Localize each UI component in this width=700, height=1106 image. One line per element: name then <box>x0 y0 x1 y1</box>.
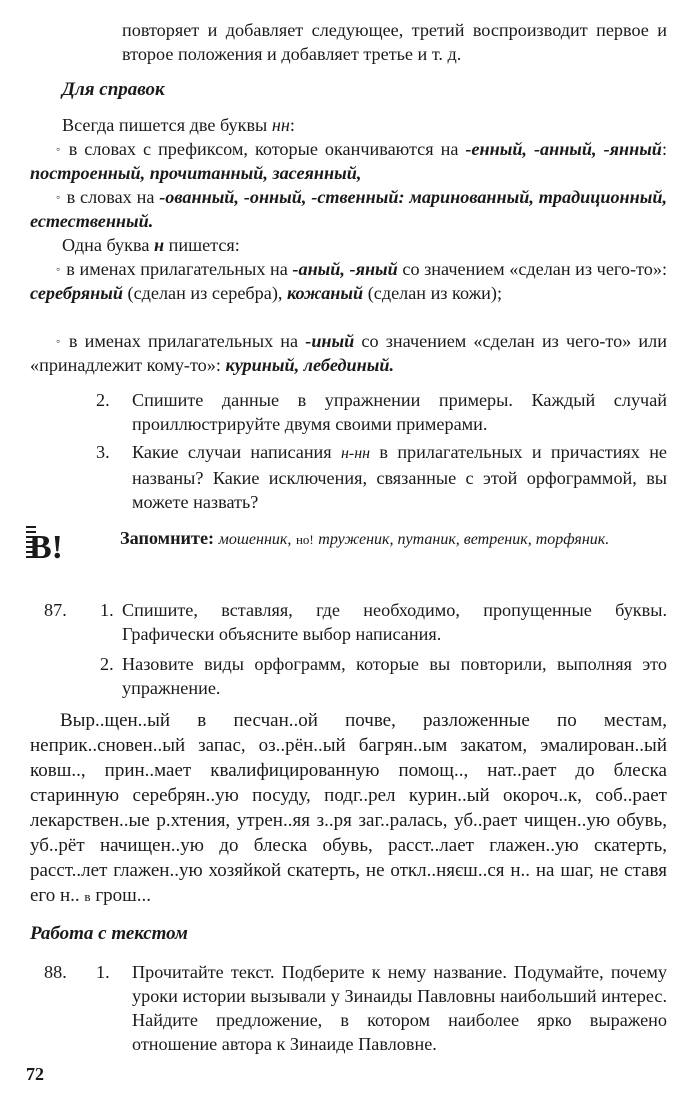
reference-bullet-4 <box>30 329 667 377</box>
one-letter-tail: пишется: <box>164 235 240 255</box>
bullet-text: в словах с префиксом, которые оканчиваются на <box>68 139 466 159</box>
bullet-icon: ◦ <box>56 190 61 204</box>
bullet-icon: ◦ <box>56 334 63 348</box>
one-letter: н <box>153 235 165 255</box>
suffix-list: -аный, -яный <box>292 259 398 279</box>
bullet-text: в именах прилагательных на <box>68 331 306 351</box>
bullet-icon: ◦ <box>56 142 63 156</box>
exercise-body-text: Выр..щен..ый в песчан..ой почве, разложенные по местам, неприк..сновен..ый запас, оз..рён..ый багрян..ым закатом, эмалирован..ый ковш.., прин..мает квалифицированную помощ.., нат..рает до блеска старинную серебрян..ую посуду, подг..рел курин..ый окороч..к, соб..рает лекарствен..ые р.хтения, утрен..яя з..ря заг..ралась, уб..рает чищен..ую обувь, уб..рёт начищен..ую до блеска обувь, расст..лает глажен..ую скатерть, расст..лет глажен..ую хозяйкой скатерть, не откл..няєш..ся н.. на шаг, не ставя его н.. <box>30 710 667 906</box>
one-letter-text: Одна буква <box>62 235 154 255</box>
reference-bullet-2 <box>30 185 667 233</box>
task-3-number: 3. <box>96 442 110 462</box>
suffix-list: -иный <box>305 331 355 351</box>
colon: : <box>661 139 667 159</box>
reference-intro <box>62 113 662 137</box>
bullet-middle: со значением «сделан из чего-то» или «принадлежит кому-то»: <box>30 331 667 375</box>
remember-label: Запомните: <box>120 528 215 548</box>
reference-bullet-1 <box>30 137 667 185</box>
task-3-text <box>132 440 667 514</box>
exercise-87-number: 87. <box>44 600 67 620</box>
remember-icon-letter: В! <box>29 529 63 564</box>
remember-but: но! <box>295 532 314 547</box>
remember-words: труженик, путаник, ветреник, торфяник. <box>318 531 610 548</box>
example-word: серебряный <box>30 283 123 303</box>
intro-text: Всегда пишется две буквы <box>62 115 272 135</box>
exercise-87-task-1: Спишите, вставляя, где необходимо, пропущенные буквы. Графически объясните выбор написания. <box>122 600 667 644</box>
remember-word: мошенник, <box>218 531 292 548</box>
exercise-87-body <box>30 708 667 909</box>
exercise-body-end: грош... <box>90 885 151 906</box>
exercise-87-task-1-number: 1. <box>100 600 114 620</box>
example-note: (сделан из серебра), <box>122 283 287 303</box>
intro-letter: нн <box>271 115 290 135</box>
task-3-post: в прилагательных и причастиях не названы? Какие исключения, связанные с этой орфограммой, вы можете назвать? <box>132 442 667 512</box>
bullet-icon: ◦ <box>56 262 61 276</box>
bullet-middle: со значением «сделан из чего-то»: <box>397 259 667 279</box>
reference-one-letter <box>62 233 662 257</box>
example-note: (сделан из кожи); <box>363 283 502 303</box>
remember-icon <box>24 522 64 564</box>
suffix-list: -енный, -анный, -янный <box>465 139 662 159</box>
example-words: куриный, лебединый. <box>225 355 395 375</box>
exercise-87-task-2: Назовите виды орфограмм, которые вы повторили, выполняя это упражнение. <box>122 654 667 698</box>
task-2-number: 2. <box>96 390 110 410</box>
remember-note <box>86 526 646 552</box>
work-with-text-heading: Работа с текстом <box>30 923 188 944</box>
exercise-body-small: в <box>84 889 91 904</box>
exercise-88-number: 88. <box>44 962 67 982</box>
example-words: маринованный, традиционный, естественный. <box>30 187 668 231</box>
intro-colon: : <box>289 115 295 135</box>
example-word: кожаный <box>286 283 364 303</box>
task-2-text: Спишите данные в упражнении примеры. Каждый случай проиллюстрируйте двумя своими примерами. <box>132 390 667 434</box>
task-3-ital: н-нн <box>340 445 371 462</box>
bullet-text: в именах прилагательных на <box>66 259 293 279</box>
reference-bullet-3 <box>30 257 667 305</box>
example-words: построенный, прочитанный, засеянный, <box>30 163 362 183</box>
exercise-88-task-1: Прочитайте текст. Подберите к нему название. Подумайте, почему уроки истории вызывали у Зинаиды Павловны наибольший интерес. Найдите предложение, в котором наиболее ярко выражено отношение автора к Зинаиде Павловне. <box>132 962 667 1054</box>
bullet-text: в словах на <box>66 187 160 207</box>
page-number: 72 <box>26 1064 44 1084</box>
exercise-87-task-2-number: 2. <box>100 654 114 674</box>
suffix-list: -ованный, -онный, -ственный: <box>159 187 405 207</box>
task-3-pre: Какие случаи написания <box>132 442 341 462</box>
top-continuation: повторяет и добавляет следующее, третий воспроизводит первое и второе положения и добавляет третье и т. д. <box>122 20 667 64</box>
exercise-88-task-1-number: 1. <box>96 962 110 982</box>
reference-heading: Для справок <box>62 79 165 100</box>
